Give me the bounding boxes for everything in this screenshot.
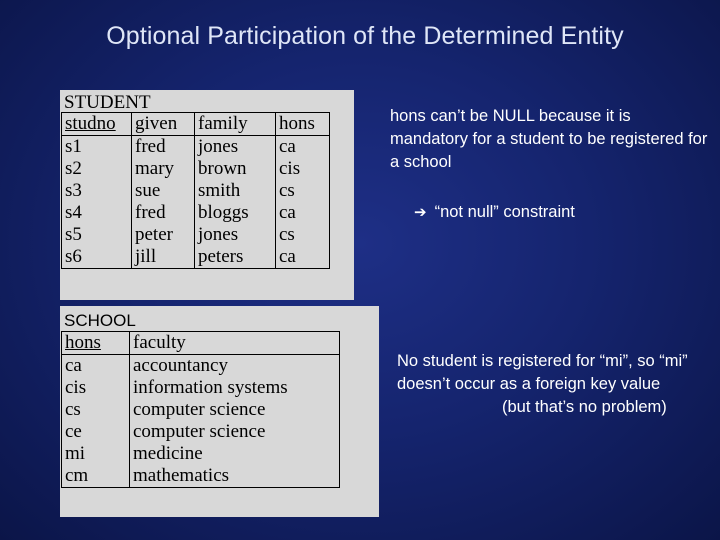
cell-hons: cs <box>62 399 130 421</box>
table-header-row <box>62 332 340 355</box>
school-table-panel <box>60 306 379 517</box>
cell-given: fred <box>132 202 195 224</box>
column-header-studno: studno <box>62 113 132 136</box>
cell-studno: s3 <box>62 180 132 202</box>
cell-studno: s4 <box>62 202 132 224</box>
cell-hons: cm <box>62 465 130 488</box>
cell-hons: ca <box>276 246 330 269</box>
table-row <box>62 399 340 421</box>
foreign-key-note-text: No student is registered for “mi”, so “mi” doesn’t occur as a foreign key value <box>397 352 688 393</box>
table-row <box>62 180 330 202</box>
table-row <box>62 443 340 465</box>
cell-given: mary <box>132 158 195 180</box>
cell-hons: cis <box>62 377 130 399</box>
mandatory-note: hons can’t be NULL because it is mandatory for a student to be registered for a school <box>390 107 708 171</box>
cell-hons: ce <box>62 421 130 443</box>
cell-faculty: accountancy <box>130 355 340 378</box>
cell-faculty: information systems <box>130 377 340 399</box>
table-row <box>62 136 330 159</box>
table-row <box>62 465 340 488</box>
school-table-title: SCHOOL <box>64 311 136 330</box>
student-table <box>61 112 330 269</box>
cell-family: bloggs <box>195 202 276 224</box>
student-table-title: STUDENT <box>64 92 151 113</box>
table-row <box>62 246 330 269</box>
cell-hons: cis <box>276 158 330 180</box>
cell-studno: s1 <box>62 136 132 159</box>
column-header-hons: hons <box>62 332 130 355</box>
cell-studno: s6 <box>62 246 132 269</box>
column-header-hons: hons <box>276 113 330 136</box>
foreign-key-note <box>397 350 717 419</box>
table-row <box>62 421 340 443</box>
table-row <box>62 377 340 399</box>
cell-faculty: medicine <box>130 443 340 465</box>
slide-title: Optional Participation of the Determined Entity <box>106 22 624 50</box>
school-table <box>61 331 340 488</box>
constraint-text: “not null” constraint <box>434 203 575 221</box>
cell-faculty: computer science <box>130 421 340 443</box>
cell-family: smith <box>195 180 276 202</box>
cell-hons: ca <box>62 355 130 378</box>
column-header-given: given <box>132 113 195 136</box>
cell-studno: s5 <box>62 224 132 246</box>
student-table-panel <box>60 90 354 300</box>
cell-family: jones <box>195 136 276 159</box>
table-row <box>62 224 330 246</box>
cell-hons: mi <box>62 443 130 465</box>
cell-given: jill <box>132 246 195 269</box>
table-row <box>62 202 330 224</box>
cell-studno: s2 <box>62 158 132 180</box>
cell-family: brown <box>195 158 276 180</box>
cell-given: fred <box>132 136 195 159</box>
cell-faculty: mathematics <box>130 465 340 488</box>
cell-hons: cs <box>276 224 330 246</box>
cell-given: peter <box>132 224 195 246</box>
foreign-key-note-aside: (but that’s no problem) <box>502 398 667 416</box>
cell-hons: ca <box>276 136 330 159</box>
cell-given: sue <box>132 180 195 202</box>
constraint-note <box>414 201 575 224</box>
cell-hons: cs <box>276 180 330 202</box>
cell-hons: ca <box>276 202 330 224</box>
table-row <box>62 355 340 378</box>
cell-family: peters <box>195 246 276 269</box>
table-row <box>62 158 330 180</box>
cell-family: jones <box>195 224 276 246</box>
column-header-family: family <box>195 113 276 136</box>
table-header-row <box>62 113 330 136</box>
column-header-faculty: faculty <box>130 332 340 355</box>
cell-faculty: computer science <box>130 399 340 421</box>
right-arrow-icon: ➔ <box>414 204 427 221</box>
